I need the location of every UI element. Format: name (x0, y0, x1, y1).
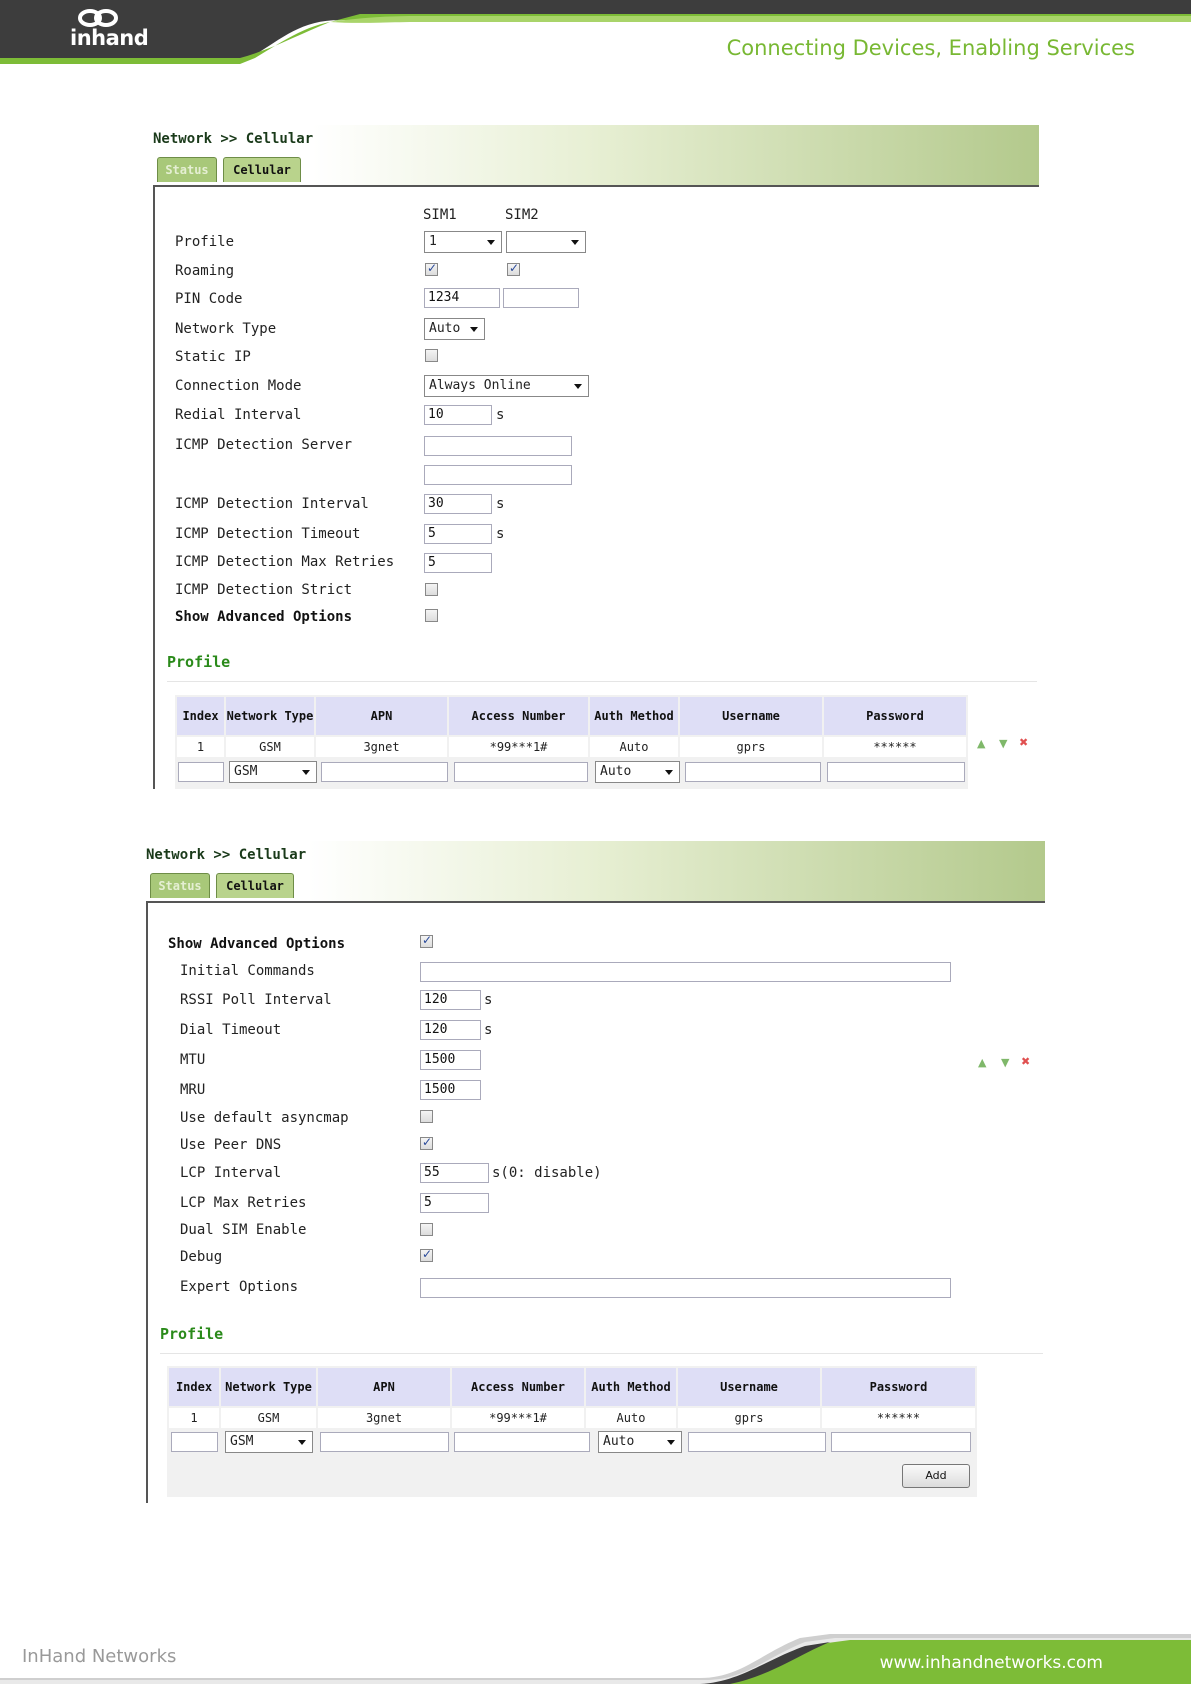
lcp-interval-unit: s(0: disable) (492, 1165, 602, 1181)
tab-cellular[interactable]: Cellular (223, 157, 301, 182)
dial-timeout-unit: s (484, 1022, 493, 1038)
new-index-input[interactable] (171, 1432, 218, 1452)
static-ip-label: Static IP (175, 349, 251, 365)
lcp-interval-label: LCP Interval (180, 1165, 282, 1181)
redial-interval-label: Redial Interval (175, 407, 302, 423)
new-password-input[interactable] (831, 1432, 971, 1452)
profile-label: Profile (175, 234, 235, 250)
redial-interval-input[interactable]: 10 (424, 405, 492, 425)
new-network-type-select[interactable]: GSM (225, 1431, 313, 1453)
icmp-server-input-2[interactable] (424, 465, 572, 485)
footer-url[interactable]: www.inhandnetworks.com (879, 1653, 1103, 1673)
new-username-input[interactable] (685, 762, 821, 782)
icmp-timeout-label: ICMP Detection Timeout (175, 526, 361, 542)
new-auth-method-select[interactable]: Auto (595, 761, 680, 783)
move-down-icon[interactable]: ▼ (999, 737, 1008, 750)
network-type-label: Network Type (175, 321, 277, 337)
chevron-down-icon (302, 770, 310, 775)
profile-table (175, 695, 968, 789)
show-advanced-label: Show Advanced Options (168, 936, 346, 952)
connection-mode-select[interactable]: Always Online (424, 375, 589, 397)
th-network-type: Network Type (226, 697, 314, 735)
icmp-interval-unit: s (496, 496, 505, 512)
icmp-strict-label: ICMP Detection Strict (175, 582, 353, 598)
rssi-poll-input[interactable]: 120 (420, 990, 481, 1010)
icmp-interval-input[interactable]: 30 (424, 494, 492, 514)
th-access-number: Access Number (452, 1368, 584, 1406)
tab-status[interactable]: Status (157, 157, 217, 182)
icmp-server-label: ICMP Detection Server (175, 437, 353, 453)
sim2-profile-select[interactable] (506, 231, 586, 253)
sim1-roaming-checkbox[interactable] (425, 263, 438, 276)
icmp-timeout-input[interactable]: 5 (424, 524, 492, 544)
mru-label: MRU (180, 1082, 206, 1098)
icmp-strict-checkbox[interactable] (425, 583, 438, 596)
asyncmap-checkbox[interactable] (420, 1110, 433, 1123)
cell-password: ****** (822, 1408, 975, 1428)
cell-index: 1 (169, 1408, 219, 1428)
dial-timeout-input[interactable]: 120 (420, 1020, 481, 1040)
cell-network-type: GSM (221, 1408, 316, 1428)
tab-cellular[interactable]: Cellular (216, 873, 294, 898)
th-auth-method: Auth Method (586, 1368, 676, 1406)
chevron-down-icon (298, 1440, 306, 1445)
sim2-roaming-checkbox[interactable] (507, 263, 520, 276)
delete-icon[interactable]: ✖ (1019, 736, 1029, 749)
col-sim1: SIM1 (423, 207, 457, 223)
static-ip-checkbox[interactable] (425, 349, 438, 362)
cell-access-number: *99***1# (452, 1408, 584, 1428)
pin-label: PIN Code (175, 291, 243, 307)
rssi-poll-label: RSSI Poll Interval (180, 992, 332, 1008)
cell-apn: 3gnet (316, 737, 447, 757)
chevron-down-icon (470, 327, 478, 332)
move-down-icon[interactable]: ▼ (1001, 1056, 1010, 1069)
sim1-profile-select[interactable]: 1 (424, 231, 502, 253)
sim2-pin-input[interactable] (503, 288, 579, 308)
show-advanced-checkbox[interactable] (420, 935, 433, 948)
cell-auth-method: Auto (586, 1408, 676, 1428)
rssi-poll-unit: s (484, 992, 493, 1008)
sim1-pin-input[interactable]: 1234 (424, 288, 500, 308)
th-network-type: Network Type (221, 1368, 316, 1406)
logo-text: inhand (70, 26, 149, 50)
form-body (153, 185, 1039, 789)
initial-commands-label: Initial Commands (180, 963, 315, 979)
icmp-server-input-1[interactable] (424, 436, 572, 456)
new-username-input[interactable] (688, 1432, 826, 1452)
th-username: Username (678, 1368, 820, 1406)
page-header (0, 0, 1191, 64)
expert-options-input[interactable] (420, 1278, 951, 1298)
th-index: Index (169, 1368, 219, 1406)
cellular-panel-basic (153, 125, 1039, 787)
cell-index: 1 (177, 737, 224, 757)
dual-sim-label: Dual SIM Enable (180, 1222, 307, 1238)
th-index: Index (177, 697, 224, 735)
section-divider (160, 1353, 1043, 1354)
dual-sim-checkbox[interactable] (420, 1223, 433, 1236)
delete-icon[interactable]: ✖ (1021, 1055, 1031, 1068)
peer-dns-label: Use Peer DNS (180, 1137, 282, 1153)
page-footer (0, 1624, 1191, 1684)
chevron-down-icon (667, 1440, 675, 1445)
th-access-number: Access Number (449, 697, 588, 735)
peer-dns-checkbox[interactable] (420, 1137, 433, 1150)
network-type-select[interactable]: Auto (424, 318, 485, 340)
expert-options-label: Expert Options (180, 1279, 299, 1295)
new-access-number-input[interactable] (454, 1432, 590, 1452)
chevron-down-icon (571, 240, 579, 245)
mtu-label: MTU (180, 1052, 206, 1068)
chevron-down-icon (665, 770, 673, 775)
redial-interval-unit: s (496, 407, 505, 423)
breadcrumb: Network >> Cellular (146, 847, 307, 863)
icmp-timeout-unit: s (496, 526, 505, 542)
cell-username: gprs (678, 1408, 820, 1428)
dial-timeout-label: Dial Timeout (180, 1022, 282, 1038)
footer-company: InHand Networks (22, 1646, 177, 1667)
icmp-interval-label: ICMP Detection Interval (175, 496, 369, 512)
cell-apn: 3gnet (318, 1408, 450, 1428)
show-advanced-label: Show Advanced Options (175, 609, 353, 625)
chevron-down-icon (487, 240, 495, 245)
show-advanced-checkbox[interactable] (425, 609, 438, 622)
chevron-down-icon (574, 384, 582, 389)
tab-status[interactable]: Status (150, 873, 210, 898)
th-apn: APN (316, 697, 447, 735)
header-tagline: Connecting Devices, Enabling Services (726, 36, 1135, 60)
asyncmap-label: Use default asyncmap (180, 1110, 349, 1126)
cell-auth-method: Auto (590, 737, 678, 757)
cell-username: gprs (680, 737, 822, 757)
cell-password: ****** (824, 737, 966, 757)
lcp-retries-input[interactable]: 5 (420, 1193, 489, 1213)
lcp-retries-label: LCP Max Retries (180, 1195, 307, 1211)
mru-input[interactable]: 1500 (420, 1080, 481, 1100)
cell-network-type: GSM (226, 737, 314, 757)
cell-access-number: *99***1# (449, 737, 588, 757)
add-button[interactable]: Add (902, 1464, 970, 1488)
connection-mode-label: Connection Mode (175, 378, 302, 394)
icmp-retries-input[interactable]: 5 (424, 553, 492, 573)
col-sim2: SIM2 (505, 207, 539, 223)
th-apn: APN (318, 1368, 450, 1406)
new-index-input[interactable] (178, 762, 224, 782)
new-auth-method-select[interactable]: Auto (598, 1431, 682, 1453)
icmp-retries-label: ICMP Detection Max Retries (175, 554, 395, 570)
debug-checkbox[interactable] (420, 1249, 433, 1262)
initial-commands-input[interactable] (420, 962, 951, 982)
debug-label: Debug (180, 1249, 223, 1265)
profile-section-title: Profile (160, 1325, 224, 1343)
lcp-interval-input[interactable]: 55 (420, 1163, 489, 1183)
new-apn-input[interactable] (321, 762, 448, 782)
section-divider (167, 681, 1037, 682)
cellular-panel-advanced (146, 841, 1045, 1501)
new-access-number-input[interactable] (454, 762, 588, 782)
new-network-type-select[interactable]: GSM (229, 761, 317, 783)
th-auth-method: Auth Method (590, 697, 678, 735)
th-password: Password (824, 697, 966, 735)
new-apn-input[interactable] (320, 1432, 449, 1452)
profile-table (167, 1366, 977, 1497)
profile-section-title: Profile (167, 653, 231, 671)
breadcrumb: Network >> Cellular (153, 131, 314, 147)
new-password-input[interactable] (827, 762, 965, 782)
th-password: Password (822, 1368, 975, 1406)
th-username: Username (680, 697, 822, 735)
mtu-input[interactable]: 1500 (420, 1050, 481, 1070)
roaming-label: Roaming (175, 263, 235, 279)
form-body (146, 901, 1045, 1503)
move-up-icon[interactable]: ▲ (977, 737, 986, 750)
move-up-icon[interactable]: ▲ (978, 1056, 987, 1069)
